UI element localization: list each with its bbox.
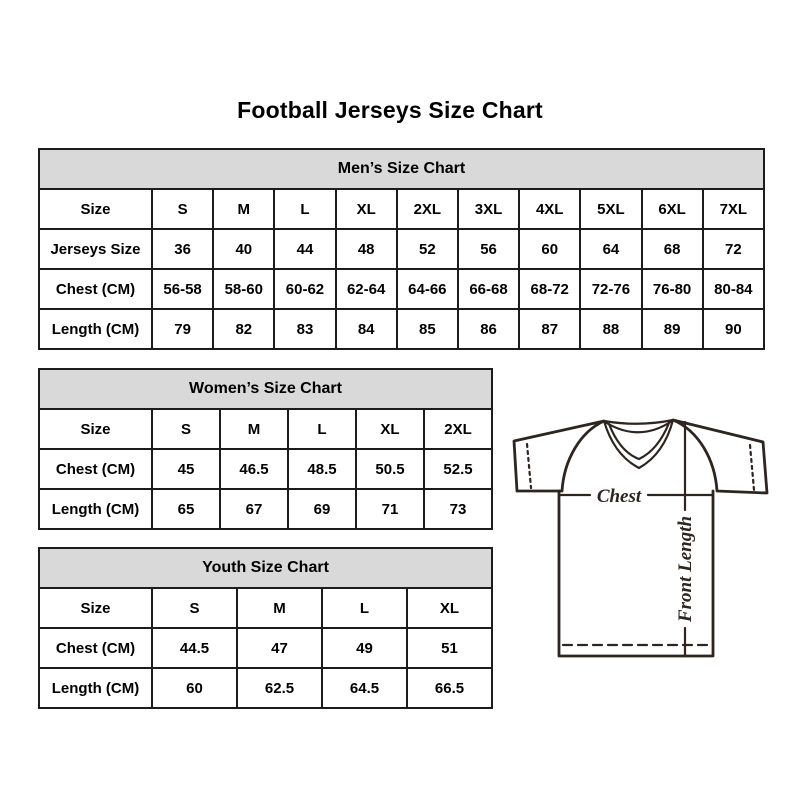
table-cell: L <box>288 409 356 449</box>
youth-table-title: Youth Size Chart <box>39 548 492 588</box>
table-cell: 44.5 <box>152 628 237 668</box>
table-cell: L <box>322 588 407 628</box>
jersey-measurement-diagram <box>500 398 780 678</box>
table-cell: S <box>152 409 220 449</box>
table-cell: S <box>152 588 237 628</box>
table-cell: 88 <box>580 309 641 349</box>
table-cell: S <box>152 189 213 229</box>
table-cell: 64.5 <box>322 668 407 708</box>
table-cell: 5XL <box>580 189 641 229</box>
row-label: Jerseys Size <box>39 229 152 269</box>
row-label: Size <box>39 189 152 229</box>
table-cell: 50.5 <box>356 449 424 489</box>
table-row <box>39 309 764 349</box>
table-cell: 2XL <box>424 409 492 449</box>
table-cell: 60 <box>519 229 580 269</box>
table-cell: 66.5 <box>407 668 492 708</box>
table-cell: M <box>220 409 288 449</box>
table-cell: 68 <box>642 229 703 269</box>
table-cell: 52 <box>397 229 458 269</box>
table-cell: 36 <box>152 229 213 269</box>
table-cell: 7XL <box>703 189 764 229</box>
table-cell: 4XL <box>519 189 580 229</box>
jersey-collar-back-line <box>604 420 673 424</box>
table-cell: 84 <box>336 309 397 349</box>
table-cell: 72 <box>703 229 764 269</box>
table-cell: 87 <box>519 309 580 349</box>
table-cell: 62-64 <box>336 269 397 309</box>
table-row <box>39 449 492 489</box>
mens-size-table <box>38 148 765 350</box>
row-label: Chest (CM) <box>39 449 152 489</box>
table-cell: 3XL <box>458 189 519 229</box>
table-cell: 47 <box>237 628 322 668</box>
table-cell: 86 <box>458 309 519 349</box>
table-header-row <box>39 548 492 588</box>
left-sleeve-stitch-line <box>527 444 531 488</box>
table-cell: 89 <box>642 309 703 349</box>
table-cell: 45 <box>152 449 220 489</box>
row-label: Size <box>39 409 152 449</box>
table-cell: 56-58 <box>152 269 213 309</box>
row-label: Length (CM) <box>39 489 152 529</box>
table-cell: 90 <box>703 309 764 349</box>
youth-size-table <box>38 547 493 709</box>
table-cell: 79 <box>152 309 213 349</box>
mens-table-title: Men’s Size Chart <box>39 149 764 189</box>
table-row <box>39 229 764 269</box>
chest-measure-label: Chest <box>596 486 642 507</box>
table-cell: 72-76 <box>580 269 641 309</box>
right-sleeve-stitch-line <box>750 445 754 490</box>
table-cell: 66-68 <box>458 269 519 309</box>
table-cell: XL <box>407 588 492 628</box>
table-row <box>39 409 492 449</box>
table-cell: XL <box>356 409 424 449</box>
table-cell: 64-66 <box>397 269 458 309</box>
row-label: Chest (CM) <box>39 269 152 309</box>
table-cell: 85 <box>397 309 458 349</box>
page-title: Football Jerseys Size Chart <box>237 97 543 123</box>
table-cell: 58-60 <box>213 269 274 309</box>
row-label: Length (CM) <box>39 668 152 708</box>
table-cell: 83 <box>274 309 335 349</box>
table-cell: 48 <box>336 229 397 269</box>
table-cell: 48.5 <box>288 449 356 489</box>
table-cell: 67 <box>220 489 288 529</box>
table-cell: 76-80 <box>642 269 703 309</box>
table-row <box>39 269 764 309</box>
table-cell: L <box>274 189 335 229</box>
table-cell: 51 <box>407 628 492 668</box>
table-cell: 60 <box>152 668 237 708</box>
table-row <box>39 588 492 628</box>
womens-size-table <box>38 368 493 530</box>
table-row <box>39 668 492 708</box>
table-cell: 65 <box>152 489 220 529</box>
table-cell: 40 <box>213 229 274 269</box>
table-row <box>39 189 764 229</box>
table-cell: 68-72 <box>519 269 580 309</box>
womens-table-title: Women’s Size Chart <box>39 369 492 409</box>
table-cell: 2XL <box>397 189 458 229</box>
row-label: Size <box>39 588 152 628</box>
table-cell: 49 <box>322 628 407 668</box>
table-cell: 64 <box>580 229 641 269</box>
table-cell: 52.5 <box>424 449 492 489</box>
table-cell: 73 <box>424 489 492 529</box>
table-row <box>39 489 492 529</box>
table-header-row <box>39 149 764 189</box>
front-length-measure-label: Front Length <box>675 515 696 623</box>
table-cell: M <box>213 189 274 229</box>
table-row <box>39 628 492 668</box>
table-cell: 80-84 <box>703 269 764 309</box>
table-cell: 62.5 <box>237 668 322 708</box>
table-cell: M <box>237 588 322 628</box>
jersey-left-sleeve <box>514 421 604 491</box>
table-cell: 56 <box>458 229 519 269</box>
table-cell: 60-62 <box>274 269 335 309</box>
table-cell: 71 <box>356 489 424 529</box>
table-header-row <box>39 369 492 409</box>
table-cell: 6XL <box>642 189 703 229</box>
table-cell: 69 <box>288 489 356 529</box>
table-cell: XL <box>336 189 397 229</box>
table-cell: 82 <box>213 309 274 349</box>
table-cell: 46.5 <box>220 449 288 489</box>
row-label: Chest (CM) <box>39 628 152 668</box>
row-label: Length (CM) <box>39 309 152 349</box>
table-cell: 44 <box>274 229 335 269</box>
